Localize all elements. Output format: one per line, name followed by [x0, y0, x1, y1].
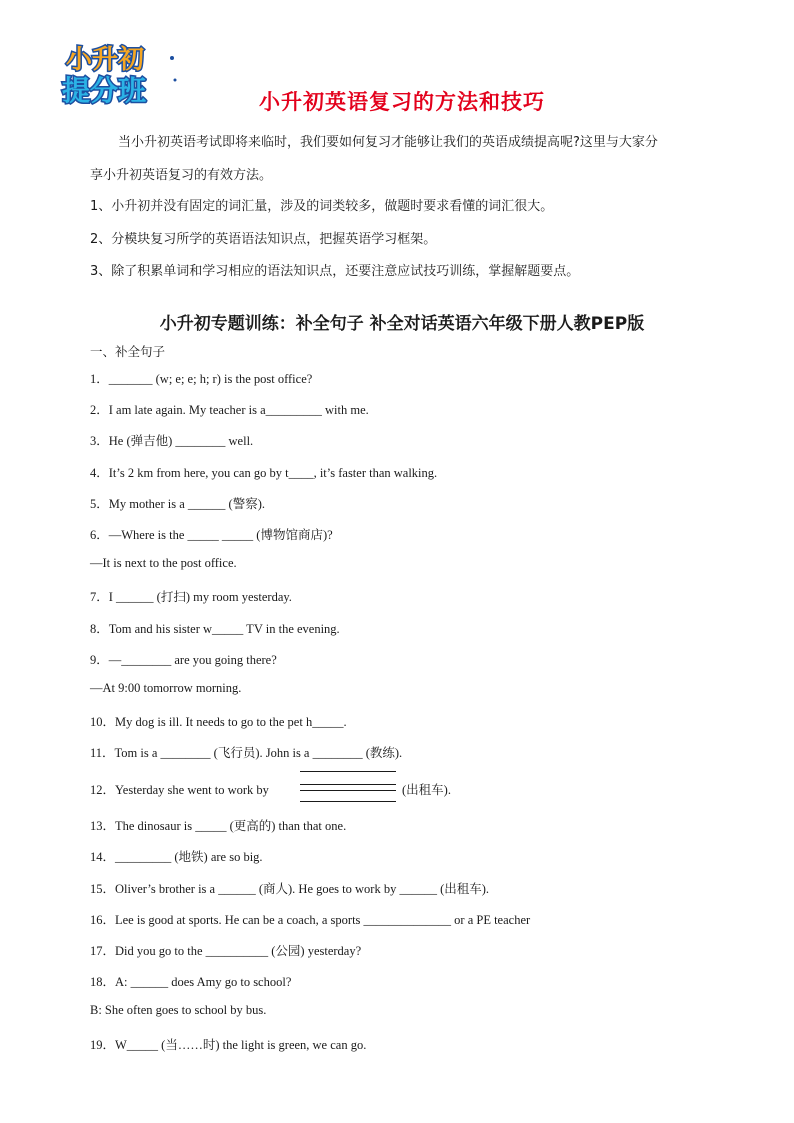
intro-item: 3、除了积累单词和学习相应的语法知识点，还要注意应试技巧训练，掌握解题要点。 — [90, 264, 580, 279]
question: 16．Lee is good at sports. He can be a coach, a sports ______________ or a PE teacher — [90, 913, 531, 927]
question: 17．Did you go to the __________ (公园) yesterday? — [90, 944, 362, 958]
blank-line — [300, 790, 396, 791]
question: 18．A: ______ does Amy go to school? — [90, 975, 292, 989]
question: 10．My dog is ill. It needs to go to the pet h_____. — [90, 715, 347, 729]
question: 4．It’s 2 km from here, you can go by t____, it’s faster than walking. — [90, 466, 438, 480]
question: 14．_________ (地铁) are so big. — [90, 850, 263, 864]
page-title: 小升初英语复习的方法和技巧 — [259, 90, 545, 114]
question: 9．—________ are you going there? — [90, 653, 277, 667]
answer-line: —It is next to the post office. — [90, 556, 237, 570]
question: 6．—Where is the _____ _____ (博物馆商店)? — [90, 528, 333, 542]
section-title: 小升初专题训练：补全句子 补全对话英语六年级下册人教PEP版 — [159, 314, 645, 334]
blank-line — [300, 771, 396, 772]
question: 2．I am late again. My teacher is a_________ with me. — [90, 403, 369, 417]
question: 13．The dinosaur is _____ (更高的) than that one. — [90, 819, 347, 833]
question: 5．My mother is a ______ (警察). — [90, 497, 265, 511]
question: 3．He (弹吉他) ________ well. — [90, 434, 254, 448]
answer-line: B: She often goes to school by bus. — [90, 1003, 267, 1017]
question-suffix: (出租车). — [402, 783, 451, 797]
question: 12．Yesterday she went to work by — [90, 783, 269, 797]
logo-text-line2: 提分班 — [62, 74, 147, 107]
blank-line — [300, 801, 396, 802]
intro-paragraph: 当小升初英语考试即将来临时，我们要如何复习才能够让我们的英语成绩提高呢?这里与大家分 — [118, 135, 658, 150]
intro-item: 1、小升初并没有固定的词汇量，涉及的词类较多，做题时要求看懂的词汇很大。 — [90, 199, 554, 214]
logo-dot — [170, 56, 174, 60]
question: 11．Tom is a ________ (飞行员). John is a ________ (教练). — [90, 746, 403, 760]
logo-text-line1: 小升初 — [66, 45, 145, 75]
question: 1．_______ (w; e; e; h; r) is the post office? — [90, 372, 313, 386]
blank-lines — [300, 766, 396, 802]
question: 7．I ______ (打扫) my room yesterday. — [90, 590, 292, 604]
answer-line: —At 9:00 tomorrow morning. — [90, 681, 242, 695]
question: 15．Oliver’s brother is a ______ (商人). He goes to work by ______ (出租车). — [90, 882, 490, 896]
intro-item: 2、分模块复习所学的英语语法知识点，把握英语学习框架。 — [90, 232, 437, 247]
question: 8．Tom and his sister w_____ TV in the evening. — [90, 622, 340, 636]
question: 19．W_____ (当……时) the light is green, we can go. — [90, 1038, 367, 1052]
section-subheading: 一、补全句子 — [90, 344, 166, 359]
intro-paragraph: 享小升初英语复习的有效方法。 — [90, 168, 273, 183]
blank-line — [300, 784, 396, 785]
logo-dot — [174, 79, 177, 82]
